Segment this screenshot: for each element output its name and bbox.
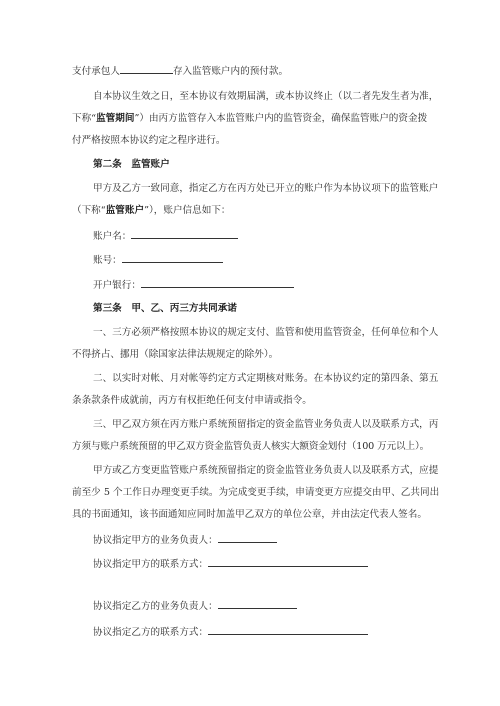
article-2-heading: 第二条 监管账户	[93, 159, 170, 170]
quote-open-2: （下称“	[72, 205, 106, 216]
payment-blank	[120, 63, 173, 74]
account-bank-field	[93, 277, 294, 293]
party-a-contact-field	[93, 556, 368, 572]
quote-open: 下称“	[72, 113, 97, 124]
party-a-person-field	[93, 532, 277, 548]
change-paragraph-line-2: 前至少 5 个工作日办理变更手续。为完成变更手续，申请变更方应提交由甲、乙共同出	[72, 487, 440, 498]
account-bank-blank	[141, 277, 294, 288]
effect-paragraph-line-2	[72, 112, 427, 126]
change-paragraph-line-1: 甲方或乙方变更监管账户系统预留指定的资金监管业务负责人以及联系方式，应提	[93, 465, 439, 476]
account-number-blank	[122, 252, 223, 263]
term-supervision-period: 监管期间	[96, 113, 135, 124]
party-a-person-label: 协议指定甲方的业务负责人：	[93, 535, 218, 546]
party-a-contact-blank	[208, 556, 368, 567]
party-b-contact-label: 协议指定乙方的联系方式：	[93, 627, 209, 638]
party-b-person-label: 协议指定乙方的业务负责人：	[93, 601, 218, 612]
party-b-person-blank	[218, 598, 297, 609]
payment-line-suffix: 存入监管账户内的预付款。	[172, 66, 289, 77]
party-a-person-blank	[218, 532, 277, 543]
article-2-line-2	[72, 204, 231, 218]
account-name-label: 账户名：	[93, 231, 132, 242]
commitment-1-line-1: 一、三方必须严格按照本协议的规定支付、监管和使用监管资金，任何单位和个人	[93, 327, 439, 338]
commitment-2-line-2: 条条款条件成就前，丙方有权拒绝任何支付申请或指令。	[72, 395, 312, 406]
effect-paragraph-line-1: 自本协议生效之日，至本协议有效期届满，或本协议终止（以二者先发生者为准，	[93, 91, 439, 102]
commitment-3-line-1: 三、甲乙双方须在丙方账户系统预留指定的资金监管业务负责人以及联系方式，丙	[93, 419, 439, 430]
party-b-contact-blank	[208, 624, 368, 635]
account-number-field	[93, 252, 223, 268]
party-a-contact-label: 协议指定甲方的联系方式：	[93, 559, 209, 570]
term-supervision-account: 监管账户	[105, 205, 145, 216]
article-2-line-2-rest: ”），账户信息如下：	[144, 205, 231, 216]
party-b-person-field	[93, 598, 297, 614]
commitment-1-line-2: 不得挤占、挪用（除国家法律法规规定的除外）。	[72, 349, 279, 360]
account-bank-label: 开户银行：	[93, 280, 141, 291]
change-paragraph-line-3: 具的书面通知，该书面通知应同时加盖甲乙双方的单位公章，并由法定代表人签名。	[72, 509, 427, 520]
commitment-2-line-1: 二、以实时对帐、月对帐等约定方式定期核对账务。在本协议约定的第四条、第五	[93, 373, 439, 384]
account-name-field	[93, 228, 238, 244]
payment-line-prefix: 支付承包人	[72, 66, 120, 77]
account-number-label: 账号：	[93, 255, 122, 266]
account-name-blank	[131, 228, 238, 239]
commitment-3-line-2: 方须与账户系统预留的甲乙双方资金监管负责人核实大额资金划付（100 万元以上）。	[72, 441, 430, 452]
effect-paragraph-line-2-rest: ”）由丙方监管存入本监管账户内的监管资金，确保监管账户的资金拨	[134, 113, 428, 124]
party-b-contact-field	[93, 624, 368, 640]
article-2-line-1: 甲方及乙方一致同意，指定乙方在丙方处已开立的账户作为本协议项下的监管账户	[93, 183, 439, 194]
effect-paragraph-line-3: 付严格按照本协议约定之程序进行。	[72, 135, 226, 146]
payment-line	[72, 63, 288, 79]
article-3-heading: 第三条 甲、乙、丙三方共同承诺	[93, 303, 237, 314]
